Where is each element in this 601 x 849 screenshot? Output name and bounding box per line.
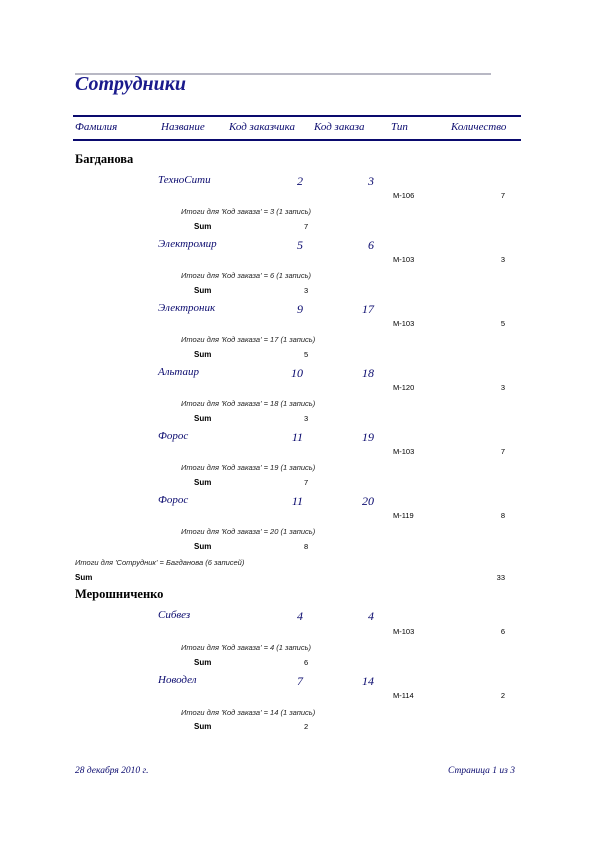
customer-code: 11	[291, 430, 303, 444]
customer-code: 7	[297, 674, 303, 688]
quantity: 5	[500, 319, 505, 328]
customer-name: Форос	[158, 430, 189, 442]
order-sum: 8	[304, 542, 309, 551]
report-date: 28 декабря 2010 г.	[75, 766, 149, 776]
order-code: 20	[362, 494, 374, 508]
order-summary: Итоги для 'Код заказа' = 4 (1 запись)	[181, 643, 312, 652]
customer-name: Альтаир	[158, 366, 199, 378]
quantity: 3	[500, 383, 505, 392]
order-summary: Итоги для 'Код заказа' = 18 (1 запись)	[181, 399, 316, 408]
order-sum: 2	[304, 722, 309, 731]
page-number: Страница 1 из 3	[448, 766, 515, 776]
sum-label: Sum	[194, 542, 212, 551]
order-sum: 5	[304, 350, 309, 359]
order-code: 18	[362, 366, 374, 380]
sum-label: Sum	[194, 414, 212, 423]
customer-name: Электромир	[158, 238, 217, 250]
order-summary: Итоги для 'Код заказа' = 6 (1 запись)	[181, 271, 312, 280]
order-code: 17	[362, 302, 374, 316]
employee-summary: Итоги для 'Сотрудник' = Багданова (6 записей)	[75, 558, 245, 567]
order-summary: Итоги для 'Код заказа' = 14 (1 запись)	[181, 708, 316, 717]
order-sum: 7	[304, 478, 309, 487]
order-code: 14	[362, 674, 374, 688]
header-top-rule	[73, 115, 521, 117]
product-type: М-103	[393, 255, 415, 264]
col-header-kod-zakazchika: Код заказчика	[229, 121, 295, 133]
quantity: 8	[500, 511, 505, 520]
customer-code: 5	[297, 238, 303, 252]
col-header-kolichestvo: Количество	[451, 121, 507, 133]
product-type: М-119	[393, 511, 414, 520]
customer-name: Сибвез	[158, 609, 191, 621]
order-sum: 3	[304, 414, 309, 423]
customer-name: Форос	[158, 494, 189, 506]
sum-label: Sum	[194, 658, 212, 667]
quantity: 7	[500, 191, 505, 200]
sum-label: Sum	[194, 350, 212, 359]
col-header-tip: Тип	[391, 121, 408, 133]
order-sum: 3	[304, 286, 309, 295]
employee-name: Мерошниченко	[75, 587, 164, 601]
quantity: 2	[500, 691, 505, 700]
customer-code: 10	[291, 366, 303, 380]
customer-name: Электроник	[158, 302, 216, 314]
customer-code: 2	[297, 174, 303, 188]
order-summary: Итоги для 'Код заказа' = 19 (1 запись)	[181, 463, 316, 472]
order-summary: Итоги для 'Код заказа' = 17 (1 запись)	[181, 335, 316, 344]
product-type: М-103	[393, 627, 415, 636]
sum-label: Sum	[75, 573, 93, 582]
col-header-familiya: Фамилия	[75, 121, 118, 133]
sum-label: Sum	[194, 722, 212, 731]
col-header-nazvanie: Название	[161, 121, 205, 133]
product-type: М-106	[393, 191, 415, 200]
sum-label: Sum	[194, 286, 212, 295]
order-code: 4	[368, 609, 374, 623]
product-type: М-114	[393, 691, 414, 700]
order-code: 3	[368, 174, 374, 188]
order-sum: 6	[304, 658, 309, 667]
header-bottom-rule	[73, 139, 521, 141]
order-summary: Итоги для 'Код заказа' = 3 (1 запись)	[181, 207, 312, 216]
customer-code: 11	[291, 494, 303, 508]
employee-sum: 33	[496, 573, 505, 582]
customer-name: ТехноСити	[158, 174, 211, 186]
customer-name: Новодел	[158, 674, 197, 686]
product-type: М-103	[393, 319, 415, 328]
sum-label: Sum	[194, 222, 212, 231]
col-header-kod-zakaza: Код заказа	[314, 121, 365, 133]
customer-code: 4	[297, 609, 303, 623]
product-type: М-103	[393, 447, 415, 456]
product-type: М-120	[393, 383, 415, 392]
employee-name: Багданова	[75, 152, 134, 166]
order-summary: Итоги для 'Код заказа' = 20 (1 запись)	[181, 527, 316, 536]
order-code: 6	[368, 238, 374, 252]
order-sum: 7	[304, 222, 309, 231]
quantity: 6	[500, 627, 505, 636]
quantity: 7	[500, 447, 505, 456]
sum-label: Sum	[194, 478, 212, 487]
customer-code: 9	[297, 302, 303, 316]
report-title: Сотрудники	[75, 73, 186, 95]
order-code: 19	[362, 430, 374, 444]
quantity: 3	[500, 255, 505, 264]
